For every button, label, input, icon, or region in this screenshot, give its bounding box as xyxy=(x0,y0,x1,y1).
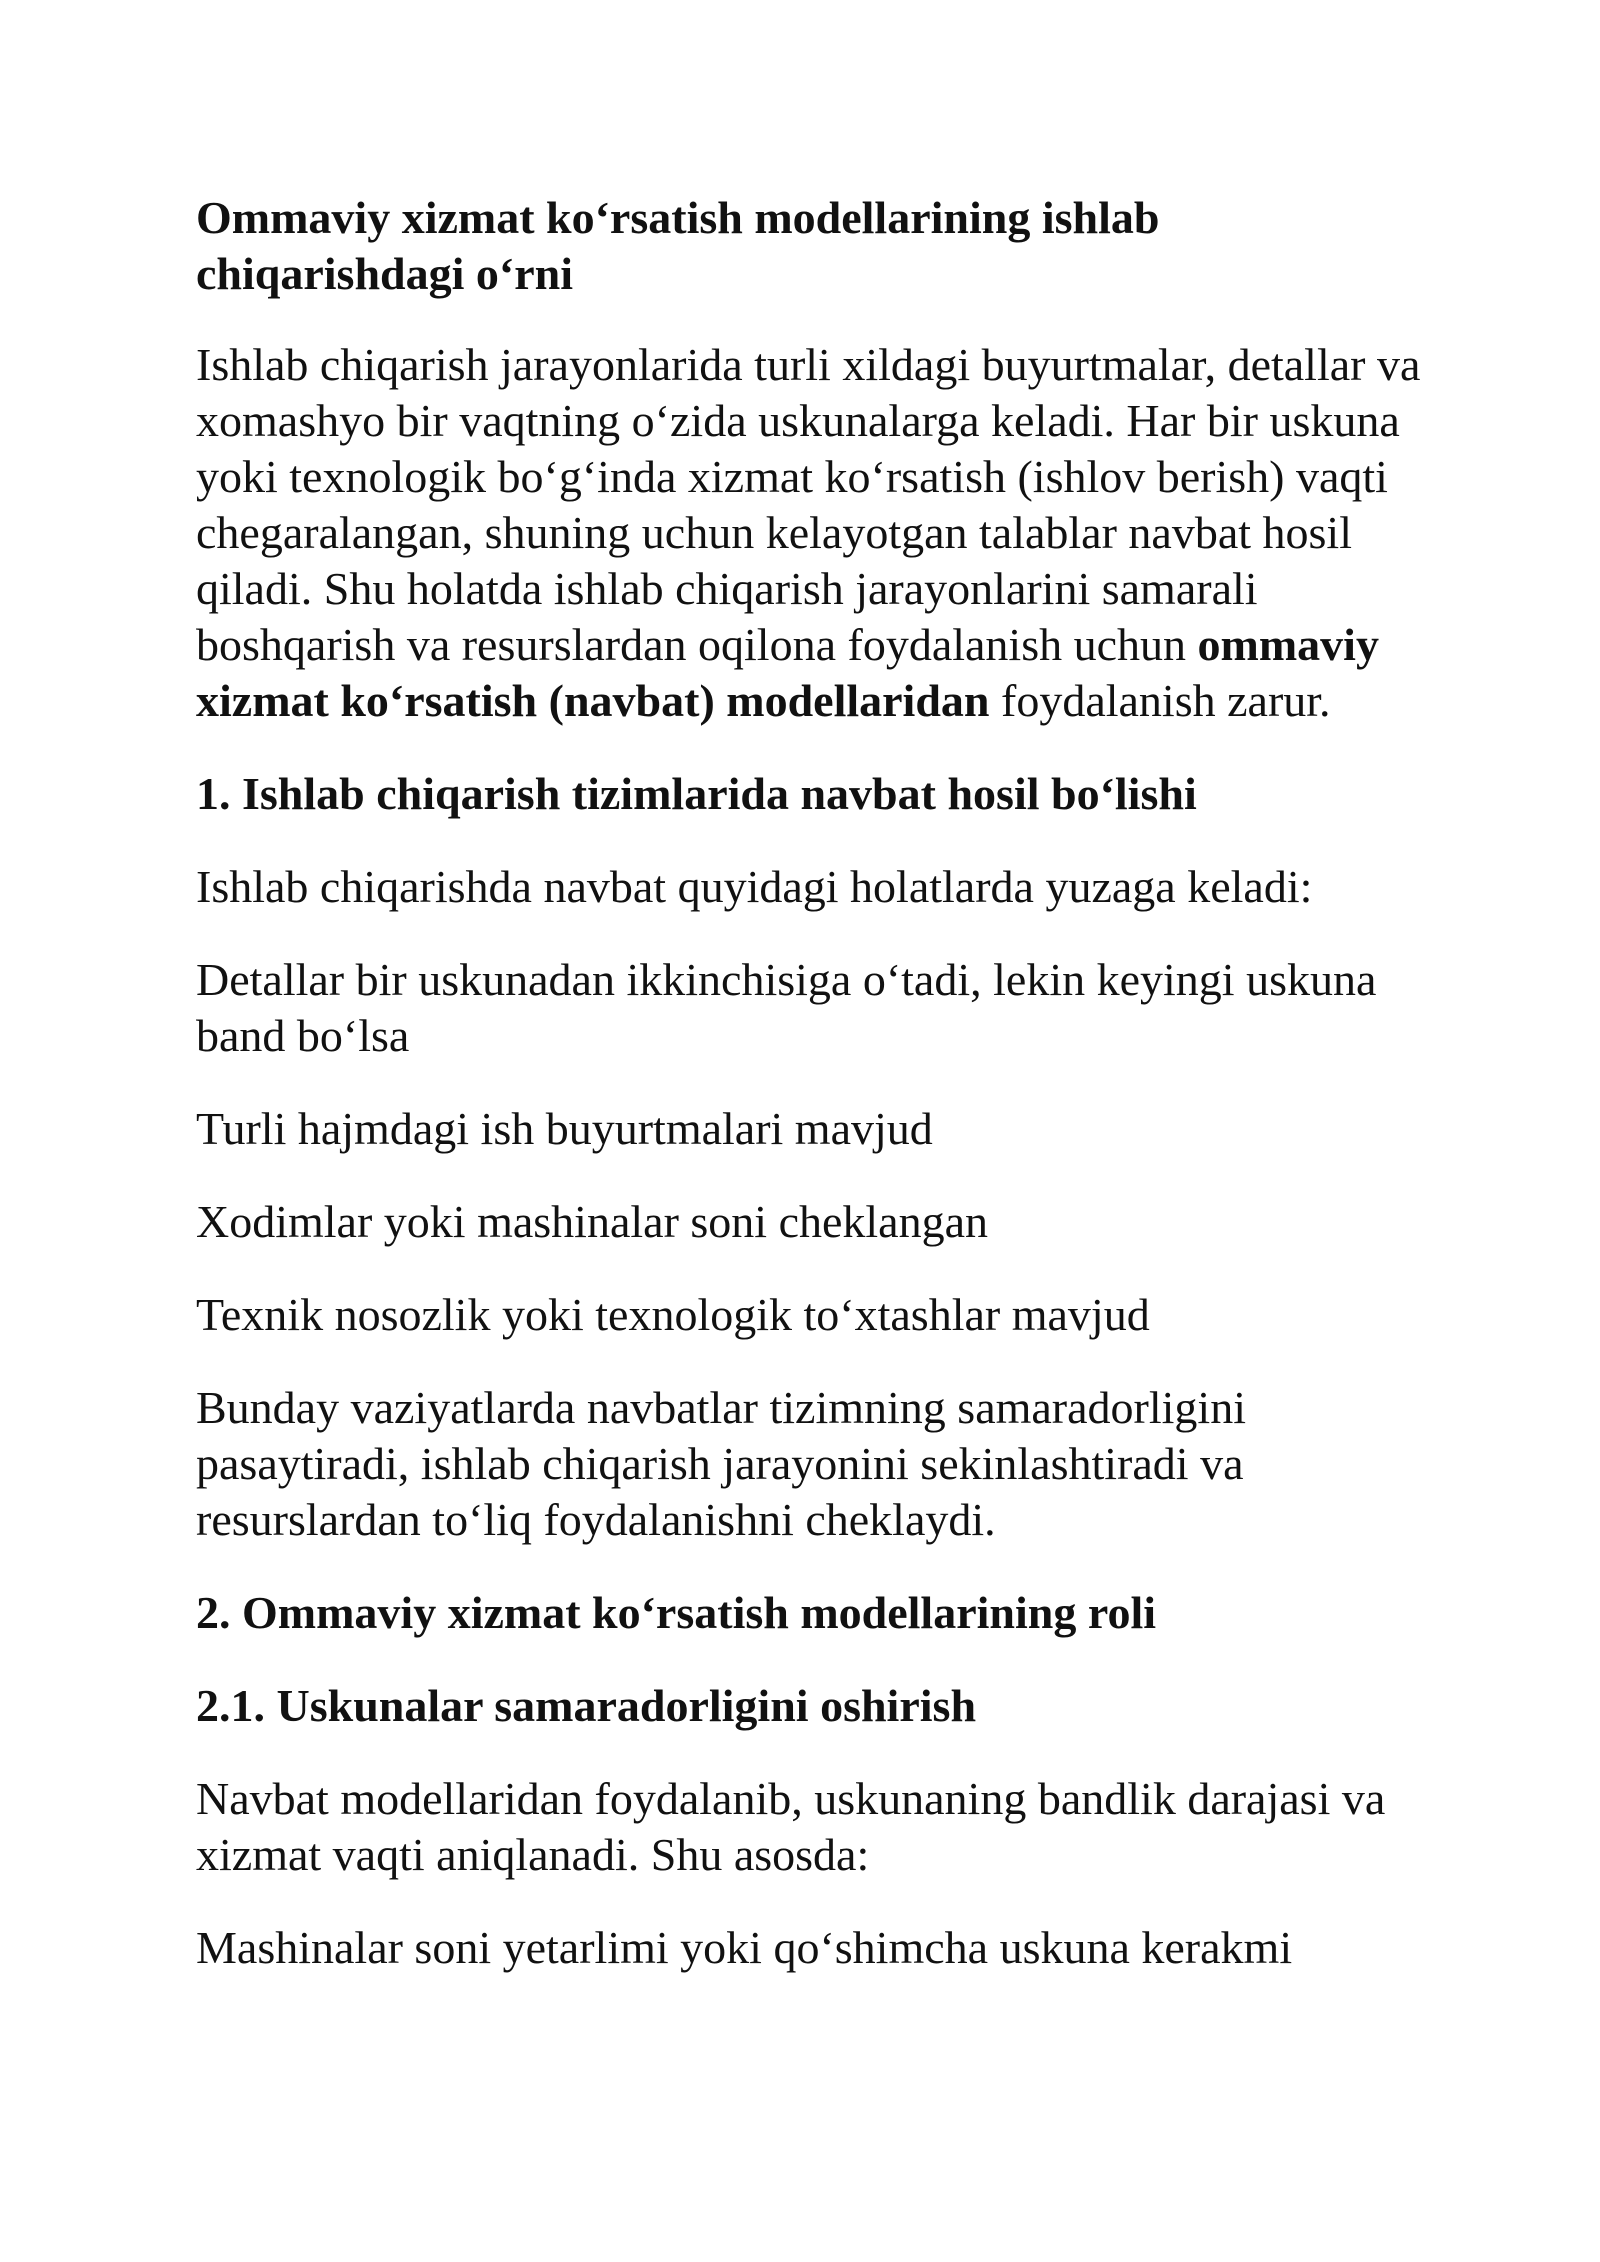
intro-bold-term: ommaviy xizmat ko‘rsatish (navbat) modellaridan xyxy=(196,619,1379,726)
section-1-item-4: Texnik nosozlik yoki texnologik to‘xtashlar mavjud xyxy=(196,1289,1150,1340)
document-page xyxy=(196,190,1426,2013)
section-2-1-item-1: Mashinalar soni yetarlimi yoki qo‘shimcha uskuna kerakmi xyxy=(196,1922,1293,1973)
intro-text-end: foydalanish zarur. xyxy=(989,675,1331,726)
intro-paragraph xyxy=(196,337,1426,729)
section-2-1-lead: Navbat modellaridan foydalanib, uskunaning bandlik darajasi va xizmat vaqti aniqlanadi. Shu asosda: xyxy=(196,1773,1386,1880)
section-2-1-heading: 2.1. Uskunalar samaradorligini oshirish xyxy=(196,1680,977,1731)
section-1-item-3: Xodimlar yoki mashinalar soni cheklangan xyxy=(196,1196,989,1247)
section-2-heading: 2. Ommaviy xizmat ko‘rsatish modellarining roli xyxy=(196,1587,1157,1638)
section-1-heading: 1. Ishlab chiqarish tizimlarida navbat hosil bo‘lishi xyxy=(196,768,1197,819)
section-1-lead: Ishlab chiqarishda navbat quyidagi holatlarda yuzaga keladi: xyxy=(196,861,1313,912)
section-1-item-2: Turli hajmdagi ish buyurtmalari mavjud xyxy=(196,1103,933,1154)
intro-text-start: Ishlab chiqarish jarayonlarida turli xildagi buyurtmalar, detallar va xomashyo bir vaqtning o‘zida uskunalarga keladi. Har bir uskuna yoki texnologik bo‘g‘inda xizmat ko‘rsatish (ishlov berish) vaqti chegaralangan, shuning uchun kelayotgan talablar navbat hosil qiladi. Shu holatda ishlab chiqarish jarayonlarini samarali boshqarish va resurslardan oqilona foydalanish uchun xyxy=(196,339,1421,670)
document-title: Ommaviy xizmat ko‘rsatish modellarining ishlab chiqarishdagi o‘rni xyxy=(196,192,1160,299)
section-1-conclusion: Bunday vaziyatlarda navbatlar tizimning samaradorligini pasaytiradi, ishlab chiqarish jarayonini sekinlashtiradi va resurslardan to‘liq foydalanishni cheklaydi. xyxy=(196,1382,1246,1545)
section-1-item-1: Detallar bir uskunadan ikkinchisiga o‘tadi, lekin keyingi uskuna band bo‘lsa xyxy=(196,954,1377,1061)
